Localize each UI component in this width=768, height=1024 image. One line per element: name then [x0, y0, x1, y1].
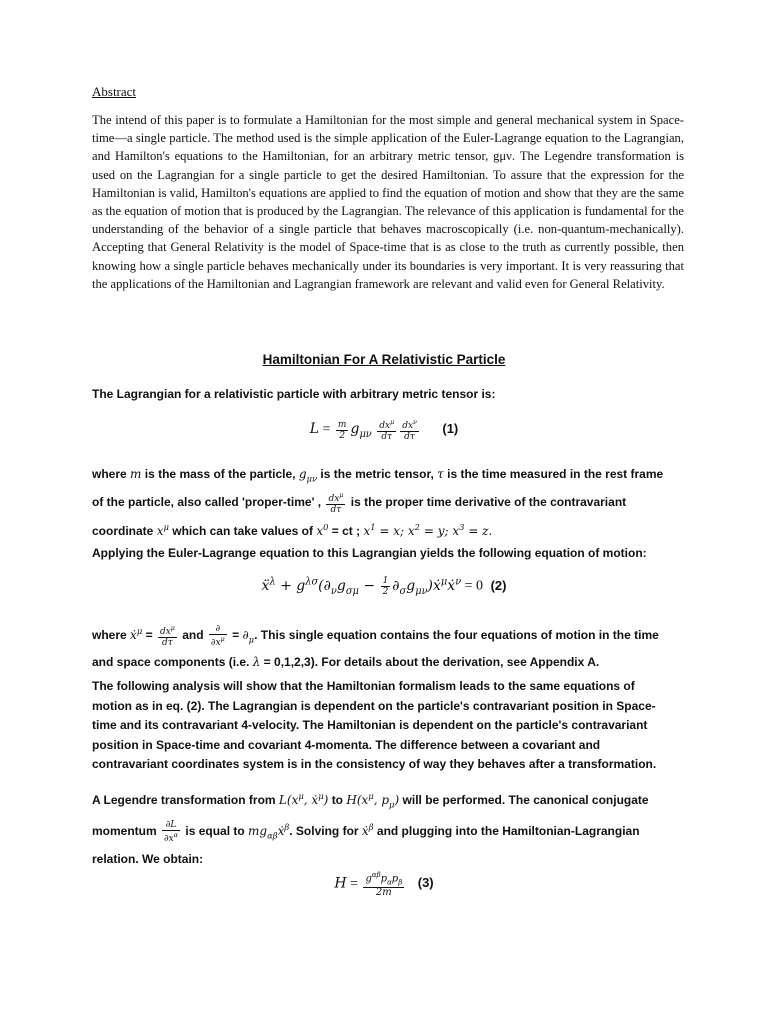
equation-1: L = $\frac{m}{2}$ $g_{\mu\nu}$ $\frac{dx^\mu}{d\tau}$ $\frac{dx^\nu}{d\tau}$ (1)	[309, 419, 459, 442]
legendre-paragraph: A Legendre transformation from $L(x^\mu$, ẋ$^\mu$) to $H(x^\mu$, $p_\mu$) will be performed. The canonical conjugate momentum $\frac{\partial L}{\partial x^\alpha}$ is equal to $mg_{\alpha\beta}ẋ^\beta$. Solving for ẋ$^\beta$ and plugging into the Hamiltonian-Lagrangian relation. We obtain:	[92, 791, 649, 866]
abstract-text: The intend of this paper is to formulate a Hamiltonian for the most simple and general mechanical system in Space-time—a single particle. The method used is the simple application of the Euler-Lagrange equation to the Lagrangian, and Hamilton's equations to the Hamiltonian, for an arbitrary metric tensor, gμν. The Legendre transformation is used on the Lagrangian for a single particle to get the desired Hamiltonian. To assure that the expression for the Hamiltonian is valid, Hamilton's equations are applied to find the equation of motion and show that they are the same as the equation of motion that is produced by the Lagrangian. The relevance of this application is fundamental for the understanding of the behavior of a single particle that behaves macroscopically (i.e. non-quantum-mechanically). Accepting that General Relativity is the model of Space-time that is as close to the truth as currently possible, then knowing how a single particle behaves mechanically under its boundaries is very important. It is very reassuring that the applications of the Hamiltonian and Lagrangian framework are relevant and valid even for General Relativity.	[92, 113, 684, 291]
definitions-paragraph: where m is the mass of the particle, $g_{\mu\nu}$ is the metric tensor, τ is the time measured in the rest frame of the particle, also called 'proper-time' , $\frac{dx^\mu}{d\tau}$ is the proper time derivative of the contravariant coordinate $x^\mu$ which can take values of $x^0$ = ct ; $x^1 = x$; $x^2 = y$; $x^3 = z$.	[92, 467, 664, 539]
equation-3-number: (3)	[417, 875, 434, 891]
equation-1-number: (1)	[442, 421, 459, 437]
section-title: Hamiltonian For A Relativistic Particle	[262, 352, 506, 367]
analysis-paragraph: The following analysis will show that the Hamiltonian formalism leads to the same equations of motion as in eq. (2). The Lagrangian is dependent on the particle's contravariant position in Space-time and its contravariant 4-velocity. The Hamiltonian is dependent on the particle's contravariant position in Space-time and covariant 4-momenta. The difference between a covariant and contravariant coordinates system is in the consistency of way they behaves after a transformation.	[92, 679, 657, 771]
equation-2-number: (2)	[490, 577, 507, 593]
equation-2-notes: where ẋ$^\mu$ = $\frac{dx^\mu}{d\tau}$ and $\frac{\partial}{\partial x^\mu}$ = $\partial_\mu$. This single equation contains the four equations of motion in the time and space components (i.e. λ = 0,1,2,3). For details about the derivation, see Appendix A.	[92, 623, 659, 670]
equation-3: H = $\frac{g^{\alpha\beta}p_\alpha p_\beta}{2m}$ (3)	[334, 871, 434, 899]
euler-lagrange-intro: Applying the Euler-Lagrange equation to this Lagrangian yields the following equation of motion:	[92, 546, 647, 560]
abstract-heading: Abstract	[92, 84, 137, 99]
equation-2: ẍ$^\lambda$ + $g^{\lambda\sigma}(\partial_\nu g_{\sigma\mu}$ − $\frac{1}{2}$ $\partial_\sigma g_{\mu\nu})ẋ^\mu ẋ^\nu = 0$ (2)	[261, 576, 507, 597]
lagrangian-intro: The Lagrangian for a relativistic particle with arbitrary metric tensor is:	[92, 387, 496, 401]
